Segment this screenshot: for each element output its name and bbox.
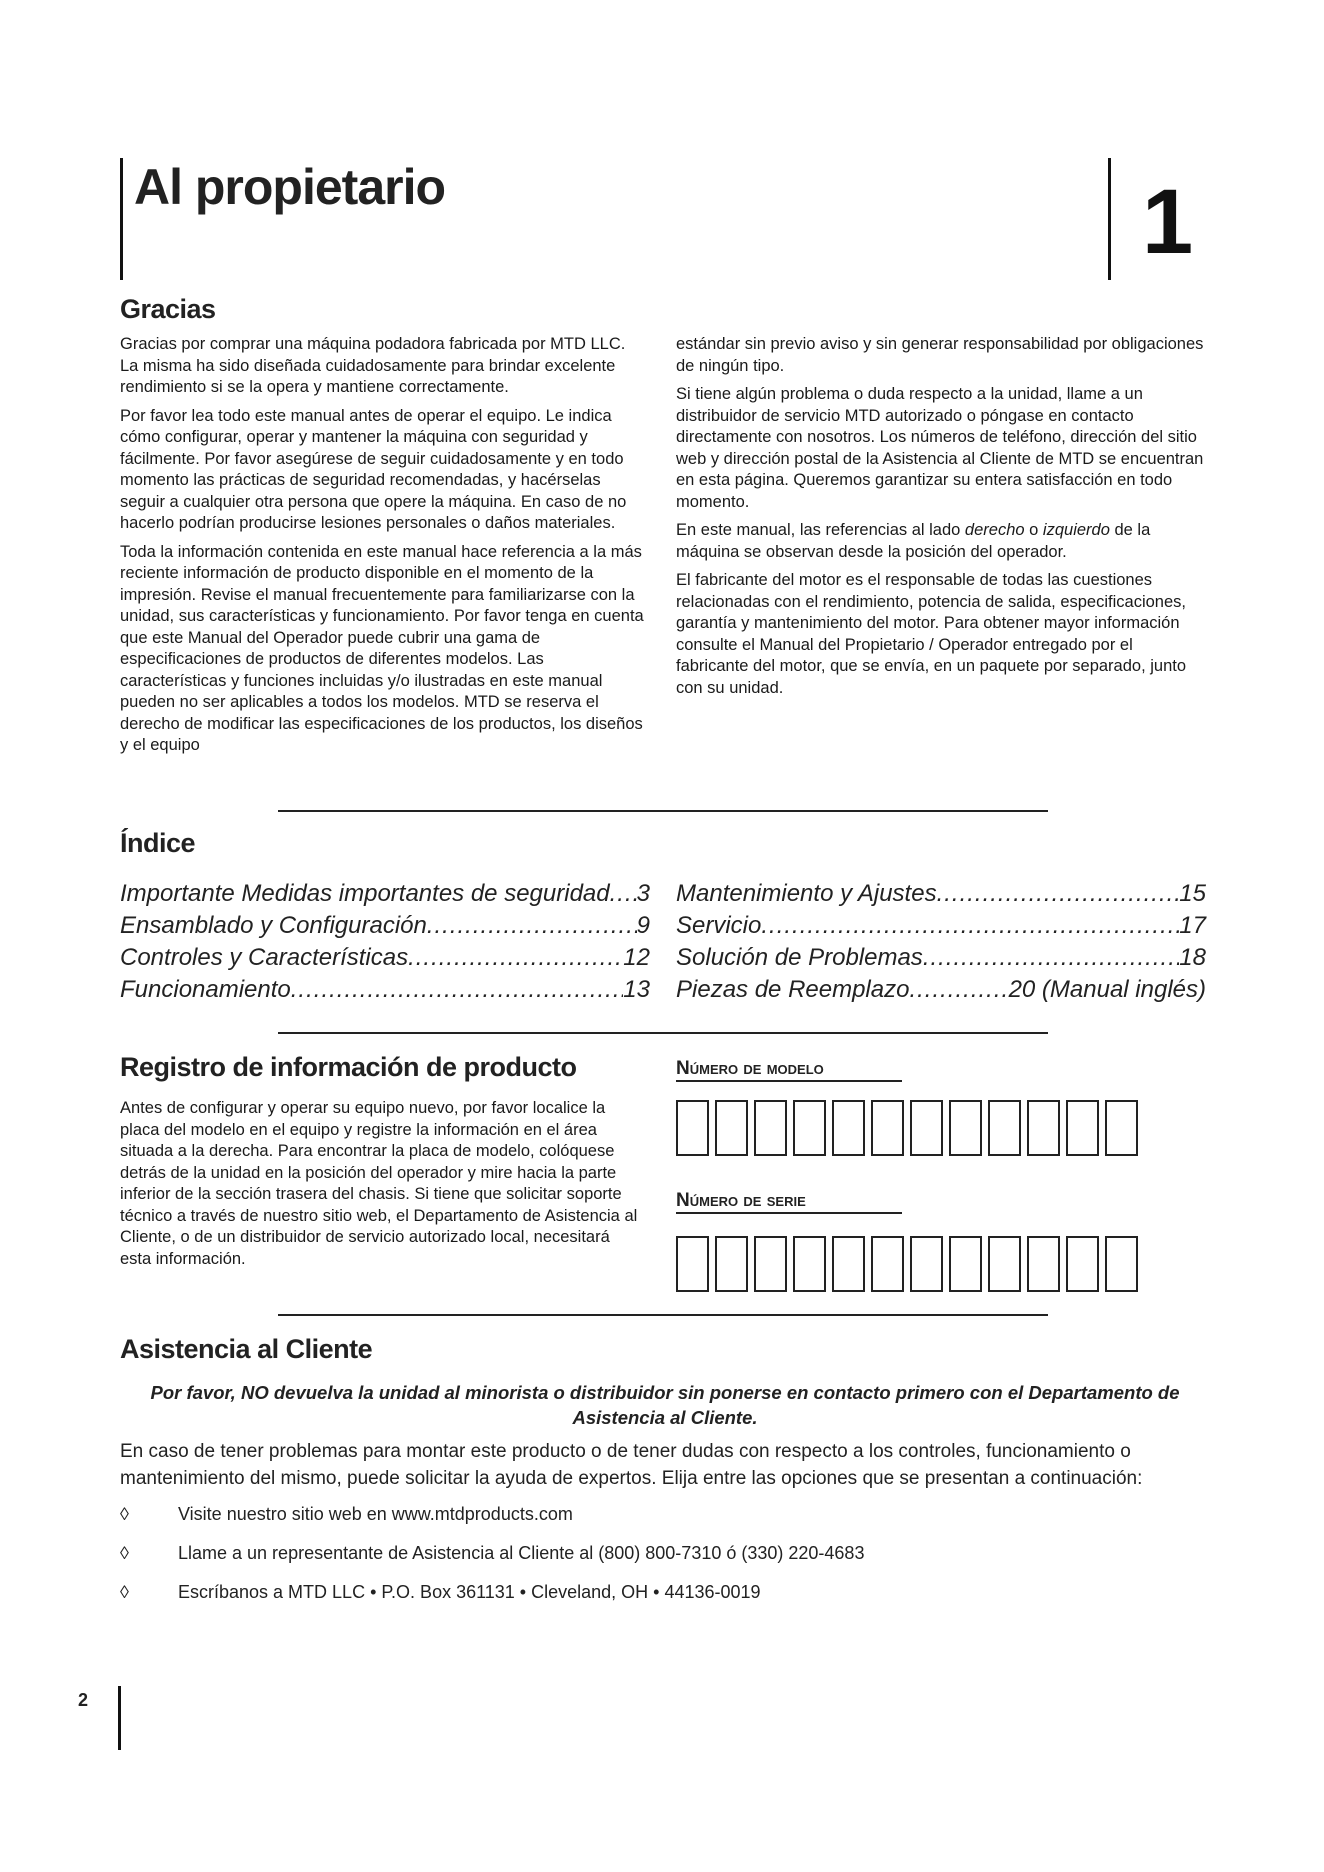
- gracias-left-column: [120, 334, 645, 764]
- toc-entry-page: 13: [623, 976, 650, 1003]
- serial-number-label: Número de serie: [676, 1190, 902, 1214]
- gracias-paragraph: Toda la información contenida en este manual hace referencia a la más reciente información de producto disponible en el momento de la impresión. Revise el manual frecuentemente para familiarizarse con la unidad, sus características y funcionamiento. Por favor tenga en cuenta que este Manual del Operador puede cubrir una gama de especificaciones de productos de diferentes modelos. Las características y funciones incluidas y/o ilustradas en este manual pueden no ser aplicables a todos los modelos. MTD se reserva el derecho de modificar las especificaciones de los productos, los diseños y el equipo: [120, 542, 644, 754]
- toc-entry-page: 15: [1179, 880, 1206, 907]
- gracias-paragraph: estándar sin previo aviso y sin generar responsabilidad por obligaciones de ningún tipo.: [676, 335, 1204, 375]
- divider: [278, 810, 1048, 812]
- diamond-bullet-icon: ◊: [120, 1504, 129, 1524]
- toc-entry-label: Piezas de Reemplazo: [676, 976, 910, 1003]
- toc-entry-label: Ensamblado y Configuración: [120, 912, 427, 939]
- contact-option: [120, 1582, 761, 1603]
- model-number-boxes[interactable]: [676, 1100, 1138, 1156]
- serial-digit-box[interactable]: [793, 1236, 826, 1292]
- gracias-paragraph: En este manual, las referencias al lado derecho o izquierdo de la máquina se observan desde la posición del operador.: [676, 521, 1151, 561]
- toc-entry[interactable]: [120, 912, 650, 940]
- title-bar-left: [120, 158, 123, 280]
- model-digit-box[interactable]: [1105, 1100, 1138, 1156]
- toc-leader: [909, 976, 1008, 1004]
- contact-option: [120, 1543, 864, 1564]
- contact-option-text: Escríbanos a MTD LLC • P.O. Box 361131 • Cleveland, OH • 44136-0019: [178, 1582, 761, 1602]
- indice-heading: Índice: [120, 828, 196, 858]
- toc-leader: [427, 912, 637, 940]
- divider: [278, 1032, 1048, 1034]
- serial-number-boxes[interactable]: [676, 1236, 1138, 1292]
- model-digit-box[interactable]: [988, 1100, 1021, 1156]
- contact-option: [120, 1504, 573, 1525]
- model-number-label: Número de modelo: [676, 1058, 902, 1082]
- serial-digit-box[interactable]: [676, 1236, 709, 1292]
- model-digit-box[interactable]: [1066, 1100, 1099, 1156]
- title-bar-right: [1108, 158, 1111, 280]
- return-notice: Por favor, NO devuelva la unidad al minorista o distribuidor sin ponerse en contacto primero con el Departamento de Asistencia al Cliente.: [150, 1382, 1180, 1428]
- model-digit-box[interactable]: [871, 1100, 904, 1156]
- model-digit-box[interactable]: [910, 1100, 943, 1156]
- serial-digit-box[interactable]: [1105, 1236, 1138, 1292]
- serial-digit-box[interactable]: [1027, 1236, 1060, 1292]
- gracias-paragraph: Gracias por comprar una máquina podadora fabricada por MTD LLC. La misma ha sido diseñada cuidadosamente para brindar excelente rendimiento si se la opera y mantiene correctamente.: [120, 335, 626, 396]
- toc-leader: [761, 912, 1179, 940]
- gracias-paragraph: Por favor lea todo este manual antes de operar el equipo. Le indica cómo configurar, operar y mantener la máquina con seguridad y fácilmente. Por favor asegúrese de seguir cuidadosamente y en todo momento las prácticas de seguridad recomendadas, y hacérselas seguir a cualquier otra persona que opere la máquina. En caso de no hacerlo podrían producirse lesiones personales o daños materiales.: [120, 406, 627, 532]
- serial-digit-box[interactable]: [715, 1236, 748, 1292]
- registro-text: Antes de configurar y operar su equipo nuevo, por favor localice la placa del modelo en el equipo y registre la información en el área situada a la derecha. Para encontrar la placa de modelo, colóquese detrás de la unidad en la posición del operador y mire hacia la parte inferior de la sección trasera del chasis. Si tiene que solicitar soporte técnico a través de nuestro sitio web, el Departamento de Asistencia al Cliente, o de un distribuidor de servicio autorizado local, necesitará esta información.: [120, 1099, 638, 1268]
- toc-entry-label: Solución de Problemas: [676, 944, 923, 971]
- diamond-bullet-icon: ◊: [120, 1543, 129, 1563]
- model-digit-box[interactable]: [832, 1100, 865, 1156]
- chapter-number: 1: [1142, 171, 1194, 273]
- page-number: 2: [78, 1690, 89, 1710]
- toc-entry-label: Servicio: [676, 912, 762, 939]
- registro-text-block: [120, 1098, 645, 1277]
- toc-entry-page: 20 (Manual inglés): [1008, 976, 1206, 1003]
- toc-leader: [408, 944, 623, 972]
- model-digit-box[interactable]: [1027, 1100, 1060, 1156]
- toc-entry-label: Mantenimiento y Ajustes: [676, 880, 937, 907]
- serial-digit-box[interactable]: [1066, 1236, 1099, 1292]
- diamond-bullet-icon: ◊: [120, 1582, 129, 1602]
- toc-entry[interactable]: [676, 944, 1206, 972]
- toc-leader: [610, 880, 637, 908]
- serial-digit-box[interactable]: [832, 1236, 865, 1292]
- page-title: Al propietario: [134, 159, 446, 215]
- model-digit-box[interactable]: [793, 1100, 826, 1156]
- serial-digit-box[interactable]: [949, 1236, 982, 1292]
- toc-entry[interactable]: [676, 976, 1206, 1004]
- toc-leader: [291, 976, 624, 1004]
- model-digit-box[interactable]: [754, 1100, 787, 1156]
- toc-leader: [923, 944, 1179, 972]
- toc-entry[interactable]: [120, 880, 650, 908]
- serial-digit-box[interactable]: [754, 1236, 787, 1292]
- model-digit-box[interactable]: [949, 1100, 982, 1156]
- contact-option-text: Llame a un representante de Asistencia al Cliente al (800) 800-7310 ó (330) 220-4683: [178, 1543, 865, 1563]
- serial-digit-box[interactable]: [910, 1236, 943, 1292]
- serial-digit-box[interactable]: [871, 1236, 904, 1292]
- gracias-paragraph: Si tiene algún problema o duda respecto a la unidad, llame a un distribuidor de servicio MTD autorizado o póngase en contacto directamente con nosotros. Los números de teléfono, dirección del sitio web y dirección postal de la Asistencia al Cliente de MTD se encuentran en esta página. Queremos garantizar su entera satisfacción en todo momento.: [676, 385, 1204, 511]
- gracias-right-column: [676, 334, 1206, 706]
- gracias-heading: Gracias: [120, 294, 216, 324]
- toc-entry[interactable]: [676, 880, 1206, 908]
- toc-entry-page: 12: [623, 944, 650, 971]
- toc-entry[interactable]: [676, 912, 1206, 940]
- gracias-paragraph: El fabricante del motor es el responsable de todas las cuestiones relacionadas con el rendimiento, potencia de salida, especificaciones, garantía y mantenimiento del motor. Para obtener mayor información consulte el Manual del Propietario / Operador entregado por el fabricante del motor, que se envía, en un paquete por separado, junto con su unidad.: [676, 571, 1187, 697]
- toc-entry[interactable]: [120, 944, 650, 972]
- toc-entry-page: 18: [1179, 944, 1206, 971]
- toc-entry-page: 9: [636, 912, 650, 939]
- toc-entry-label: Funcionamiento: [120, 976, 291, 1003]
- model-digit-box[interactable]: [715, 1100, 748, 1156]
- registro-heading: Registro de información de producto: [120, 1052, 577, 1082]
- divider: [278, 1314, 1048, 1316]
- toc-entry-label: Controles y Características: [120, 944, 409, 971]
- toc-entry-page: 3: [636, 880, 650, 907]
- asistencia-text: En caso de tener problemas para montar este producto o de tener dudas con respecto a los controles, funcionamiento o mantenimiento del mismo, puede solicitar la ayuda de expertos. Elija entre las opciones que se presentan a continuación:: [120, 1441, 1143, 1489]
- contact-option-text: Visite nuestro sitio web en www.mtdproducts.com: [178, 1504, 573, 1524]
- serial-digit-box[interactable]: [988, 1236, 1021, 1292]
- toc-leader: [937, 880, 1180, 908]
- model-digit-box[interactable]: [676, 1100, 709, 1156]
- asistencia-heading: Asistencia al Cliente: [120, 1334, 373, 1364]
- toc-entry-page: 17: [1179, 912, 1206, 939]
- footer-bar: [118, 1686, 121, 1750]
- toc-entry-label: Importante Medidas importantes de seguridad: [120, 880, 610, 907]
- toc-entry[interactable]: [120, 976, 650, 1004]
